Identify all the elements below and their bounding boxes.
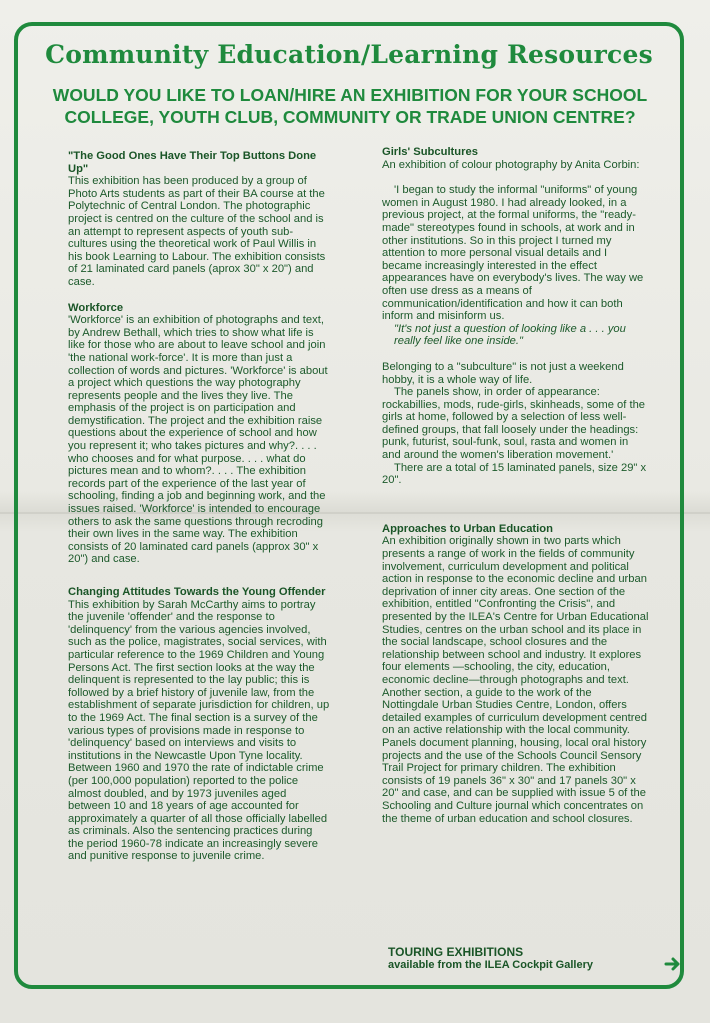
section-heading: Approaches to Urban Education [382, 522, 553, 535]
touring-heading: TOURING EXHIBITIONS [388, 945, 524, 959]
touring-exhibitions-note [388, 945, 658, 971]
section-body: This exhibition has been produced by a group of Photo Arts students as part of their BA course at the Polytechnic of Central London. The photographic project is centred on the culture of the school and is an attempt to represent aspects of youth sub-cultures using the theoretical work of Paul Willis in his book Learning to Labour. The exhibition consists of 21 laminated card panels (aprox 30" x 20") and case. [68, 175, 326, 288]
right-column [382, 146, 650, 825]
section-intro: An exhibition of colour photography by Anita Corbin: [382, 158, 640, 171]
section-paragraph: The panels show, in order of appearance: rockabillies, mods, rude-girls, skinheads, some of the girls at home, followed by a selection of less well-defined groups, that fall loosely under the headings: punk, futurist, soul-funk, soul, rasta and women in and around the women's liberation movement.' [382, 386, 646, 462]
section-body: This exhibition by Sarah McCarthy aims to portray the juvenile 'offender' and the response to 'delinquency' from the various agencies involved, such as the police, magistrates, social services, with particular reference to the 1969 Children and Young Persons Act. The first section looks at the way the delinquent is represented to the lay public; this is followed by a brief history of juvenile law, from the establishment of separate jurisdiction for children, up to the 1969 Act. The final section is a survey of the various types of provisions made in response to 'delinquency' based on interviews and visits to institutions in the Newcastle Upon Tyne locality. Between 1960 and 1970 the rate of indictable crime (per 100,000 population) reported to the police almost doubled, and by 1973 juveniles aged between 10 and 18 years of age accounted for approximately a quarter of all those officially labelled as criminals. Also the sentencing practices during the period 1960-78 indicate an increasingly severe and punitive response to juvenile crime. [68, 598, 330, 863]
arrow-right-icon [664, 955, 686, 977]
section-workforce [68, 302, 330, 566]
section-paragraph: Belonging to a "subculture" is not just a weekend hobby, it is a whole way of life. [382, 360, 624, 386]
section-heading: Changing Attitudes Towards the Young Offender [68, 586, 326, 598]
section-young-offender [68, 586, 330, 863]
section-paragraph: 'I began to study the informal "uniforms" of young women in August 1980. I had already looked, in a previous project, at the formal uniforms, the "ready-made" stereotypes found in schools, at work and in other institutions. So in this project I turned my attention to more personal visual details and I became increasingly interested in the effect appearances have on everybody's lives. The way we often use dress as a means of communication/identification and how it can both inform and misinform us. [382, 184, 644, 323]
section-heading: Girls' Subcultures [382, 146, 478, 158]
section-body: 'Workforce' is an exhibition of photographs and text, by Andrew Bethall, which tries to show what life is like for those who are about to leave school and join 'the national work-force'. It is more than just a collection of words and pictures. 'Workforce' is about a project which questions the way photography represents people and the lives they live. The emphasis of the project is on participation and demystification. The project and the exhibition raise questions about the experience of school and how you represent it; who takes pictures and why?. . . . who chooses and for what purpose. . . . what do pictures mean and to whom?. . . . The exhibition records part of the experience of the last year of schooling, finding a job and beginning work, and the issues raised. 'Workforce' is intended to encourage others to ask the same questions through recroding their own lives in the same way. The exhibition consists of 20 laminated card panels (approx 30" x 20") and case. [68, 314, 328, 566]
page-subtitle: WOULD YOU LIKE TO LOAN/HIRE AN EXHIBITION FOR YOUR SCHOOL COLLEGE, YOUTH CLUB, COMMUNITY OR TRADE UNION CENTRE? [52, 85, 648, 127]
section-top-buttons [68, 150, 330, 289]
section-urban-education [382, 523, 650, 825]
section-heading: Workforce [68, 301, 124, 314]
touring-availability: available from the ILEA Cockpit Gallery [388, 959, 593, 971]
section-heading: "The Good Ones Have Their Top Buttons Done Up" [68, 150, 317, 175]
page-title: Community Education/Learning Resources [45, 40, 653, 69]
left-column [68, 150, 330, 863]
section-body: An exhibition originally shown in two parts which presents a range of work in the fields of community involvement, curriculum development and political action in response to the economic decline and urban deprivation of inner city areas. One section of the exhibition, entitled "Confronting the Crisis", and presented by the ILEA's Centre for Urban Educational Studies, centres on the urban school and its place in the social landscape, school closures and the relationship between school and industry. It explores four elements —schooling, the city, education, economic decline—through photographs and text. Another section, a guide to the work of the Nottingdale Urban Studies Centre, London, offers detailed examples of curriculum development centred on an active relationship with the local community. Panels document planning, housing, local oral history projects and the use of the Schools Council Sensory Trail Project for primary children. The exhibition consists of 19 panels 36" x 30" and 17 panels 30" x 20" and case, and can be supplied with issue 5 of the Schooling and Culture journal which concentrates on the theme of urban education and school closures. [382, 535, 649, 825]
section-girls-subcultures [382, 146, 650, 487]
section-quote: "It's not just a question of looking like a . . . you really feel like one inside." [394, 322, 626, 348]
section-paragraph: There are a total of 15 laminated panels, size 29" x 20". [382, 461, 647, 487]
